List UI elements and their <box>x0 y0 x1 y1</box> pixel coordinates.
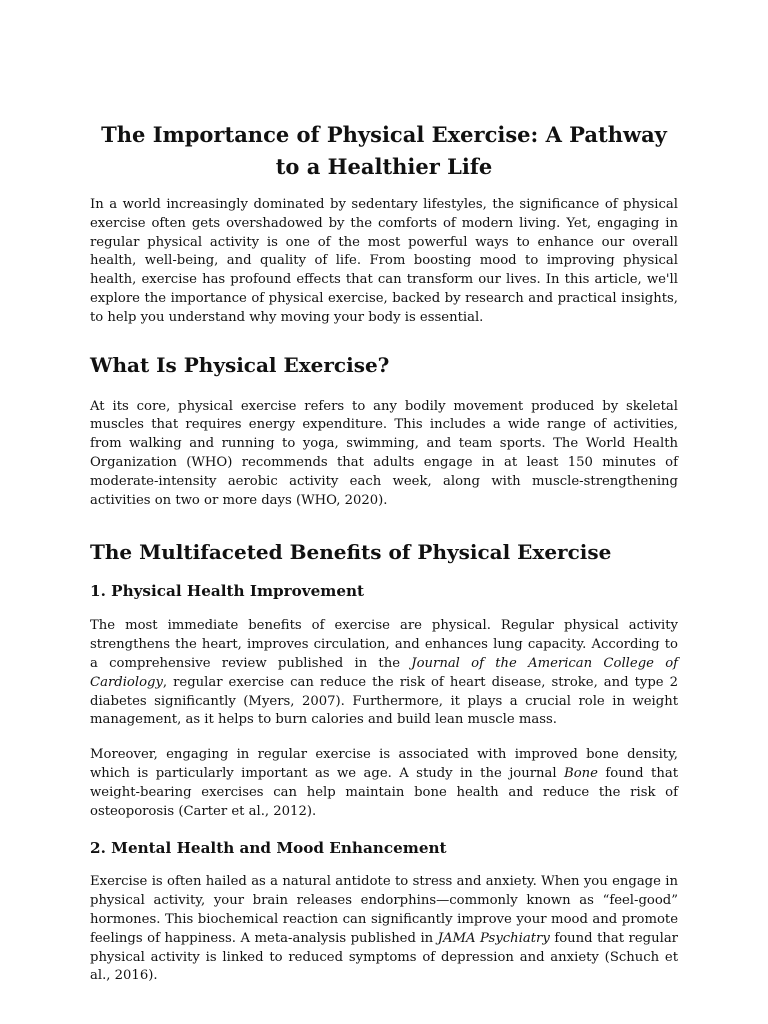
text-run: , regular exercise can reduce the risk of heart disease, stroke, and type 2 diabetes significantly (Myers, 2007). Furthermore, it plays a crucial role in weight management, as it helps to burn calories and build lean muscle mass. <box>90 674 678 728</box>
subheading-mental-health: 2. Mental Health and Mood Enhancement <box>90 839 447 858</box>
physical-health-paragraph-2 <box>90 746 678 821</box>
subheading-physical-health: 1. Physical Health Improvement <box>90 582 365 601</box>
text-run: The most immediate benefits of exercise are physical. Regular physical activity strengthens the heart, improves circulation, and enhances lung capacity. According to a comprehensive review published in the <box>90 618 678 671</box>
article-title: The Importance of Physical Exercise: A Pathway to a Healthier Life <box>101 122 667 179</box>
journal-title: Bone <box>564 765 598 781</box>
text-run: Moreover, engaging in regular exercise is associated with improved bone density, which is particularly important as we age. A study in the journal <box>90 747 678 781</box>
article-page <box>90 119 678 986</box>
what-is-exercise-paragraph: At its core, physical exercise refers to any bodily movement produced by skeletal muscles that requires energy expenditure. This includes a wide range of activities, from walking and running to yoga, swimming, and team sports. The World Health Organization (WHO) recommends that adults engage in at least 150 minutes of moderate-intensity aerobic activity each week, along with muscle-strengthening activities on two or more days (WHO, 2020). <box>90 398 678 508</box>
intro-paragraph: In a world increasingly dominated by sedentary lifestyles, the significance of physical exercise often gets overshadowed by the comforts of modern living. Yet, engaging in regular physical activity is one of the most powerful ways to enhance our overall health, well-being, and quality of life. From boosting mood to improving physical health, exercise has profound effects that can transform our lives. In this article, we'll explore the importance of physical exercise, backed by research and practical insights, to help you understand why moving your body is essential. <box>90 197 678 325</box>
text-run: found that weight-bearing exercises can help maintain bone health and reduce the risk of osteoporosis (Carter et al., 2012). <box>90 765 678 819</box>
journal-title: Journal of the American College of Cardiology <box>90 655 679 690</box>
section-heading-what-is-exercise: What Is Physical Exercise? <box>90 352 390 377</box>
mental-health-paragraph-1 <box>90 873 678 986</box>
section-heading-benefits: The Multifaceted Benefits of Physical Exercise <box>90 540 612 565</box>
journal-title: JAMA Psychiatry <box>437 930 550 946</box>
text-run: found that regular physical activity is linked to reduced symptoms of depression and anxiety (Schuch et al., 2016). <box>90 930 678 984</box>
physical-health-paragraph-1 <box>90 617 678 730</box>
text-run: Exercise is often hailed as a natural antidote to stress and anxiety. When you engage in physical activity, your brain releases endorphins—commonly known as “feel-good” hormones. This biochemical reaction can significantly improve your mood and promote feelings of happiness. A meta-analysis published in <box>90 874 678 946</box>
